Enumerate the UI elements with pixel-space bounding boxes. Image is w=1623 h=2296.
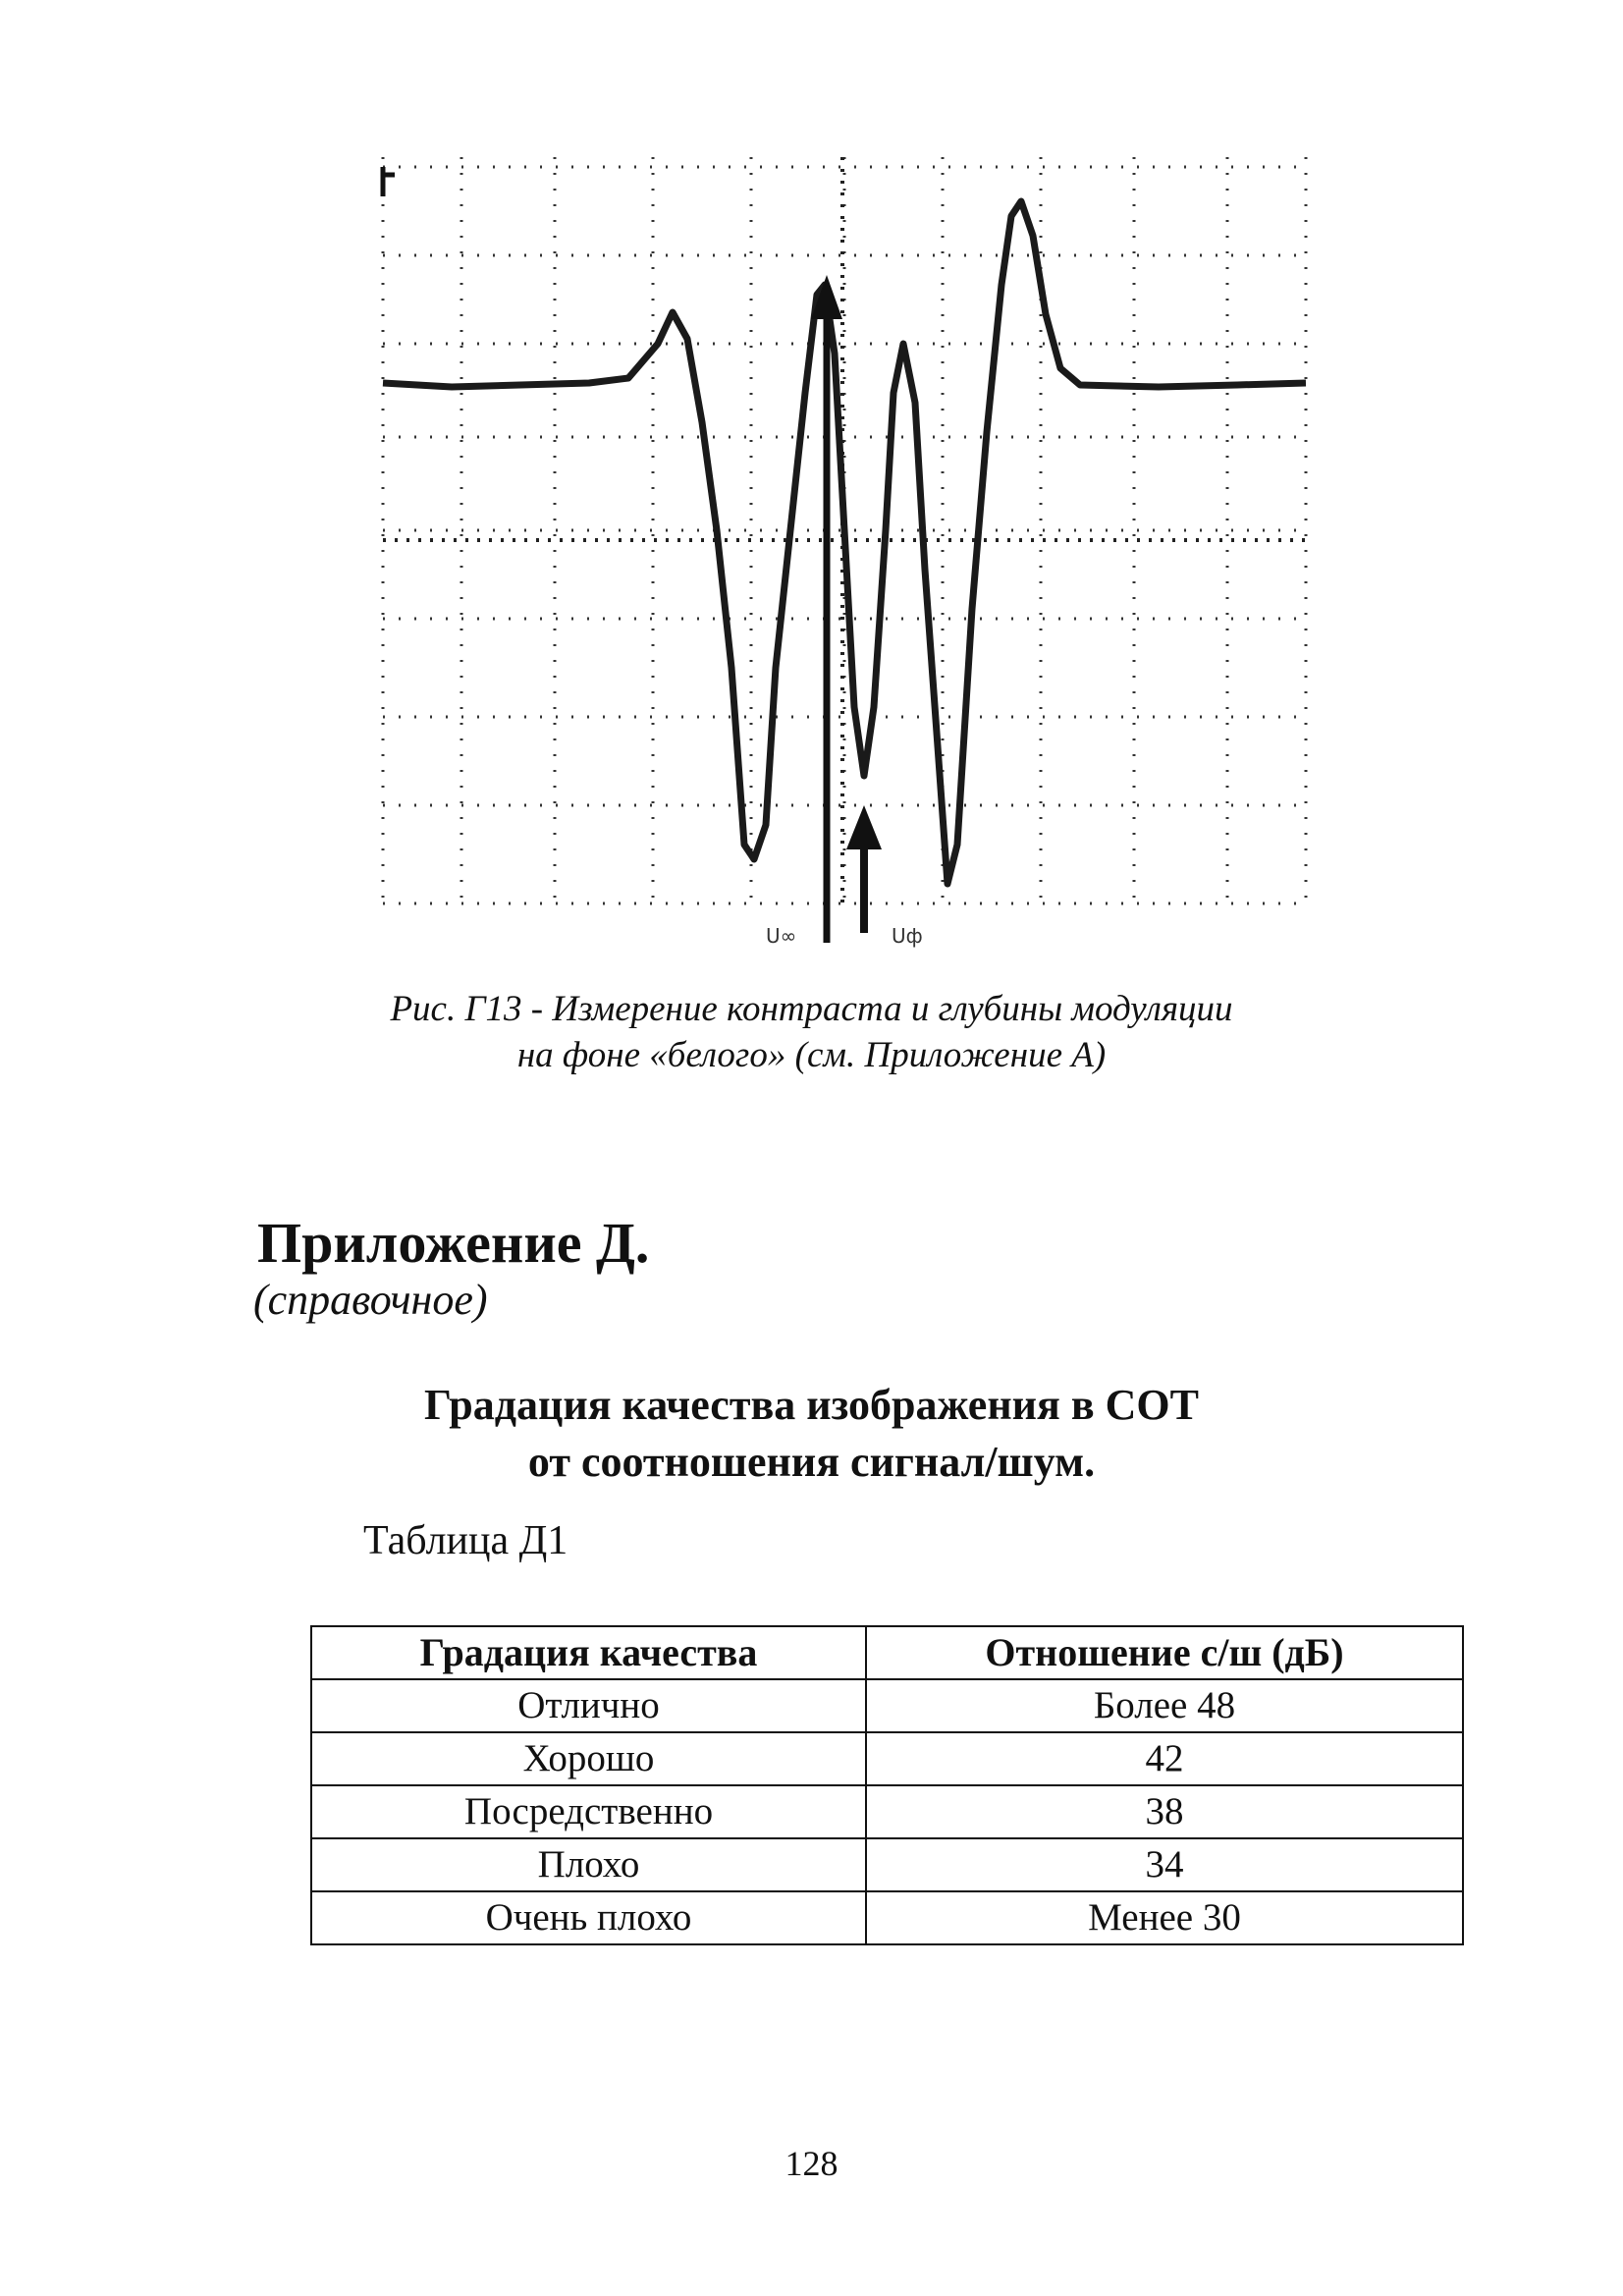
quality-table: [310, 1625, 1464, 1945]
appendix-subtitle: (справочное): [253, 1276, 488, 1324]
snr-cell: 38: [866, 1785, 1463, 1838]
table-row: [311, 1732, 1463, 1785]
quality-cell: Хорошо: [311, 1732, 866, 1785]
arrow-u-phi: [846, 805, 882, 933]
signal-trace: [383, 201, 1306, 884]
figure-caption-line2: на фоне «белого» (см. Приложение А): [516, 1035, 1107, 1075]
header-snr: Отношение с/ш (дБ): [866, 1626, 1463, 1679]
figure-caption-line1: Рис. Г13 - Измерение контраста и глубины модуляции: [390, 989, 1233, 1029]
table-header-row: [311, 1626, 1463, 1679]
snr-cell: Менее 30: [866, 1891, 1463, 1944]
label-u-black: U∞: [766, 924, 797, 948]
table-label: Таблица Д1: [363, 1518, 568, 1563]
snr-cell: 42: [866, 1732, 1463, 1785]
quality-cell: Плохо: [311, 1838, 866, 1891]
quality-cell: Отлично: [311, 1679, 866, 1732]
table-row: [311, 1785, 1463, 1838]
table-row: [311, 1891, 1463, 1944]
snr-cell: 34: [866, 1838, 1463, 1891]
header-quality: Градация качества: [311, 1626, 866, 1679]
table-row: [311, 1838, 1463, 1891]
quality-cell: Очень плохо: [311, 1891, 866, 1944]
start-marker-icon: [383, 167, 395, 196]
appendix-title: Приложение Д.: [257, 1211, 650, 1275]
section-heading-line1: Градация качества изображения в СОТ: [424, 1381, 1199, 1429]
page-number: 128: [784, 2144, 839, 2183]
oscilloscope-figure: [373, 157, 1316, 962]
table-row: [311, 1679, 1463, 1732]
label-u-phi: Uф: [892, 924, 923, 948]
section-heading-line2: от соотношения сигнал/шум.: [527, 1438, 1096, 1486]
quality-cell: Посредственно: [311, 1785, 866, 1838]
snr-cell: Более 48: [866, 1679, 1463, 1732]
